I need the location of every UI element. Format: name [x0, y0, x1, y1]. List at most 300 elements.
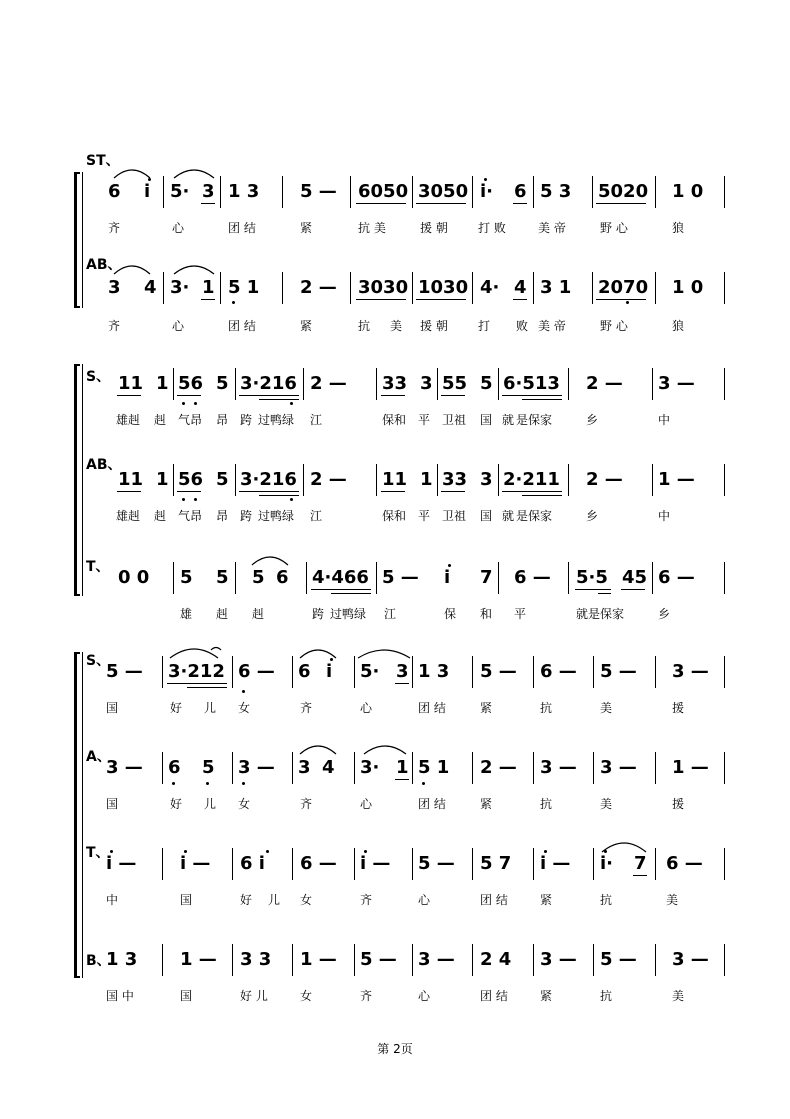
note: 3 — [540, 757, 577, 778]
lyric: 国 [106, 797, 119, 811]
note: 5 [216, 469, 229, 490]
note: 6 — [238, 661, 275, 682]
barline [498, 368, 499, 400]
barline [592, 272, 593, 304]
note: 3 3 [240, 949, 272, 970]
low-dot [182, 498, 185, 501]
barline [376, 464, 377, 496]
note: 5·5 [576, 567, 608, 588]
underline [356, 203, 406, 204]
barline [173, 464, 174, 496]
high-dot [364, 850, 367, 853]
note: 4· [480, 277, 500, 298]
note: 5 [216, 567, 229, 588]
lyric: 雄赳 [116, 413, 141, 427]
note: 6 — [666, 853, 703, 874]
slur [211, 648, 221, 651]
lyric: 就 [576, 607, 589, 621]
lyric: 抗 美 [358, 221, 386, 235]
lyric: 女 [300, 893, 313, 907]
note: 3· [170, 277, 190, 298]
lyric: 气昂 [178, 509, 203, 523]
bracket-top [74, 652, 80, 654]
system-bracket [74, 364, 77, 596]
barline [498, 464, 499, 496]
barline [306, 562, 307, 594]
note: 5 1 [418, 757, 450, 778]
note: 5 [216, 373, 229, 394]
underline [201, 203, 215, 204]
lyric: 保 [444, 607, 457, 621]
barline [412, 176, 413, 208]
lyric: 国 [106, 701, 119, 715]
barline [593, 752, 594, 784]
low-dot [206, 782, 209, 785]
lyric: 美 [672, 989, 685, 1003]
underline [381, 395, 405, 396]
lyric: 美 [390, 319, 403, 333]
barline [376, 368, 377, 400]
note: 1 0 [672, 277, 704, 298]
lyric: 野 心 [600, 319, 628, 333]
underline [356, 299, 406, 300]
note: 6 — [540, 661, 577, 682]
note: 5· [170, 181, 190, 202]
barline [282, 176, 283, 208]
slur [364, 746, 406, 754]
slur [300, 746, 336, 754]
barline [162, 944, 163, 976]
lyric: 乡 [658, 607, 671, 621]
lyric: 中 [658, 413, 671, 427]
lyric: 国 [180, 893, 193, 907]
underline [513, 203, 527, 204]
barline [593, 848, 594, 880]
lyric: 援 [672, 797, 685, 811]
barline [232, 656, 233, 688]
lyric: 卫祖 [442, 413, 467, 427]
note: 33 [382, 373, 408, 394]
lyric: 抗 [540, 797, 553, 811]
note: 11 [118, 469, 144, 490]
note: 5020 [598, 181, 649, 202]
underline [621, 589, 645, 590]
note: 3 — [540, 949, 577, 970]
note: 3 — [658, 373, 695, 394]
barline [533, 752, 534, 784]
note: 6050 [358, 181, 409, 202]
note: 4·466 [312, 567, 369, 588]
note: 3·216 [240, 469, 297, 490]
note: 45 [622, 567, 648, 588]
lyric: 美 [666, 893, 679, 907]
note: 4 [514, 277, 527, 298]
note: 2 — [480, 757, 517, 778]
underline [177, 395, 201, 396]
note: 5 [202, 757, 215, 778]
lyric: 团 结 [480, 989, 508, 1003]
barline [652, 464, 653, 496]
barline [232, 752, 233, 784]
underline [177, 491, 201, 492]
part-label: B、 [86, 953, 111, 969]
barline [724, 272, 725, 304]
lyric: 过鸭绿 [330, 607, 367, 621]
lyric: 美 帝 [538, 319, 566, 333]
barline [437, 464, 438, 496]
part-label: T、 [86, 559, 110, 575]
lyric: 狼 [672, 221, 685, 235]
low-dot [290, 498, 293, 501]
lyric: 保和 [382, 413, 407, 427]
low-dot [626, 301, 629, 304]
low-dot [242, 690, 245, 693]
underline [201, 299, 215, 300]
lyric: 江 [384, 607, 397, 621]
note: 1 3 [228, 181, 260, 202]
note: 11 [118, 373, 144, 394]
lyric: 抗 [600, 989, 613, 1003]
barline [724, 562, 725, 594]
bracket-bottom [74, 594, 80, 596]
note: 3 [480, 469, 493, 490]
lyric: 跨 [312, 607, 325, 621]
note: i — [106, 853, 137, 874]
note: 5 7 [480, 853, 512, 874]
slur [114, 170, 150, 178]
note: 5 — [360, 949, 397, 970]
note: 3 [420, 373, 433, 394]
note: i — [360, 853, 391, 874]
note: 1030 [418, 277, 469, 298]
lyric: 紧 [540, 989, 553, 1003]
underline [395, 779, 409, 780]
note: 3 — [672, 661, 709, 682]
slur [170, 649, 218, 658]
barline [173, 368, 174, 400]
lyric: 齐 [360, 989, 373, 1003]
note: 5 — [106, 661, 143, 682]
barline [655, 176, 656, 208]
note: 3 [298, 757, 311, 778]
bracket-top [74, 172, 80, 174]
barline [533, 176, 534, 208]
lyric: 好 [170, 797, 183, 811]
lyric: 就 [502, 509, 515, 523]
underline [187, 687, 227, 688]
lyric: 抗 [540, 701, 553, 715]
note: 1 0 [672, 181, 704, 202]
barline [235, 562, 236, 594]
lyric: 野 心 [600, 221, 628, 235]
lyric: 心 [172, 319, 185, 333]
barline [472, 752, 473, 784]
note: 5 — [600, 949, 637, 970]
note: 1 — [658, 469, 695, 490]
low-dot [290, 402, 293, 405]
underline [633, 875, 647, 876]
underline [117, 395, 141, 396]
lyric: 气昂 [178, 413, 203, 427]
lyric: 是保家 [588, 607, 625, 621]
lyric: 国 [480, 509, 493, 523]
barline [292, 944, 293, 976]
lyric: 雄 [180, 607, 193, 621]
lyric: 团 结 [418, 701, 446, 715]
lyric: 齐 [108, 319, 121, 333]
barline [655, 848, 656, 880]
note: 6 [298, 661, 311, 682]
note: i· [600, 853, 614, 874]
lyric: 儿 [204, 797, 217, 811]
lyric: 团 结 [418, 797, 446, 811]
barline [235, 368, 236, 400]
lyric: 雄赳 [116, 509, 141, 523]
note: 3050 [418, 181, 469, 202]
barline [163, 176, 164, 208]
lyric: 女 [238, 701, 251, 715]
underline [416, 203, 466, 204]
lyric: 抗 [600, 893, 613, 907]
note: 2 — [586, 373, 623, 394]
lyric: 齐 [300, 701, 313, 715]
lyric: 打 败 [478, 221, 506, 235]
barline [350, 176, 351, 208]
underline [395, 683, 409, 684]
lyric: 援 朝 [420, 319, 448, 333]
lyric: 心 [360, 797, 373, 811]
lyric: 乡 [586, 509, 599, 523]
system-bracket [74, 652, 77, 978]
barline [376, 562, 377, 594]
note: 2070 [598, 277, 649, 298]
note: 5 [252, 567, 265, 588]
barline [412, 752, 413, 784]
barline [292, 752, 293, 784]
barline [162, 656, 163, 688]
part-label: AB、 [86, 257, 122, 273]
barline [282, 272, 283, 304]
barline [412, 848, 413, 880]
note: 3·216 [240, 373, 297, 394]
part-label: S、 [86, 653, 111, 669]
barline [724, 752, 725, 784]
note: i — [540, 853, 571, 874]
underline [167, 683, 227, 684]
barline [472, 176, 473, 208]
note: 1 — [672, 757, 709, 778]
barline [655, 752, 656, 784]
note: 2 — [310, 373, 347, 394]
note: 2·211 [503, 469, 560, 490]
slur [602, 843, 646, 852]
lyric: 儿 [204, 701, 217, 715]
lyric: 乡 [586, 413, 599, 427]
lyric: 好 儿 [240, 989, 268, 1003]
note: 3 — [106, 757, 143, 778]
lyric: 美 帝 [538, 221, 566, 235]
high-dot [266, 850, 269, 853]
lyric: 援 朝 [420, 221, 448, 235]
lyric: 平 [514, 607, 527, 621]
barline [162, 848, 163, 880]
barline [437, 368, 438, 400]
underline [596, 203, 646, 204]
barline [724, 464, 725, 496]
note: 1 3 [106, 949, 138, 970]
note: 3· [360, 757, 380, 778]
lyric: 国 中 [106, 989, 134, 1003]
note: i [326, 661, 333, 682]
lyric: 心 [172, 221, 185, 235]
note: 1 [396, 757, 409, 778]
underline [239, 491, 299, 492]
barline [162, 752, 163, 784]
barline [354, 752, 355, 784]
high-dot [604, 850, 607, 853]
lyric: 江 [310, 413, 323, 427]
lyric: 和 [480, 607, 493, 621]
note: 2 4 [480, 949, 512, 970]
part-label: S、 [86, 369, 111, 385]
note: i· [480, 181, 494, 202]
barline [303, 464, 304, 496]
bracket-bottom [74, 306, 80, 308]
barline [354, 944, 355, 976]
underline [311, 589, 371, 590]
note: 3 — [418, 949, 455, 970]
lyric: 狼 [672, 319, 685, 333]
note: 3 1 [540, 277, 572, 298]
lyric: 紧 [300, 319, 313, 333]
barline [655, 656, 656, 688]
barline [412, 272, 413, 304]
low-dot [232, 301, 235, 304]
lyric: 齐 [108, 221, 121, 235]
note: 3 — [600, 757, 637, 778]
note: 3·212 [168, 661, 225, 682]
barline [232, 944, 233, 976]
note: 6 [276, 567, 289, 588]
low-dot [172, 782, 175, 785]
slur [300, 650, 336, 658]
high-dot [484, 178, 487, 181]
lyric: 美 [600, 701, 613, 715]
underline [522, 399, 562, 400]
note: 56 [178, 469, 204, 490]
note: 1 [202, 277, 215, 298]
barline [235, 464, 236, 496]
lyric: 心 [360, 701, 373, 715]
lyric: 江 [310, 509, 323, 523]
barline [724, 368, 725, 400]
barline [354, 848, 355, 880]
slur [358, 650, 410, 658]
note: 6 i [240, 853, 265, 874]
barline [412, 944, 413, 976]
high-dot [330, 658, 333, 661]
lyric: 女 [300, 989, 313, 1003]
underline [239, 395, 299, 396]
barline [593, 656, 594, 688]
underline [416, 299, 466, 300]
barline [533, 944, 534, 976]
lyric: 昂 [216, 509, 229, 523]
note: 33 [442, 469, 468, 490]
lyric: 国 [480, 413, 493, 427]
low-dot [422, 782, 425, 785]
barline [652, 368, 653, 400]
note: 1 [420, 469, 433, 490]
note: 6 [168, 757, 181, 778]
low-dot [182, 402, 185, 405]
barline [472, 272, 473, 304]
note: 6 — [514, 567, 551, 588]
note: 2 — [300, 277, 337, 298]
note: i [144, 181, 151, 202]
lyric: 中 [658, 509, 671, 523]
barline [472, 848, 473, 880]
lyric: 紧 [300, 221, 313, 235]
note: 11 [382, 469, 408, 490]
note: 6 [108, 181, 121, 202]
underline [502, 491, 562, 492]
lyric: 心 [418, 893, 431, 907]
bracket-top [74, 364, 80, 366]
underline [259, 399, 299, 400]
barline [82, 364, 83, 596]
lyric: 国 [180, 989, 193, 1003]
system-bracket [74, 172, 77, 308]
note: 3030 [358, 277, 409, 298]
underline [522, 495, 562, 496]
lyric: 是保家 [516, 413, 553, 427]
barline [655, 944, 656, 976]
high-dot [148, 178, 151, 181]
note: 5 3 [540, 181, 572, 202]
lyric: 紧 [480, 797, 493, 811]
note: 5 — [480, 661, 517, 682]
note: 5 — [600, 661, 637, 682]
lyric: 紧 [480, 701, 493, 715]
note: 56 [178, 373, 204, 394]
note: 3 [396, 661, 409, 682]
barline [533, 848, 534, 880]
barline [568, 464, 569, 496]
note: 4 [144, 277, 157, 298]
lyric: 团 结 [228, 221, 256, 235]
barline [652, 562, 653, 594]
lyric: 好 [240, 893, 253, 907]
page-number: 第 2页 [377, 1042, 413, 1056]
lyric: 平 [418, 509, 431, 523]
lyric: 美 [600, 797, 613, 811]
barline [354, 656, 355, 688]
lyric: 平 [418, 413, 431, 427]
barline [568, 562, 569, 594]
barline [220, 272, 221, 304]
high-dot [110, 850, 113, 853]
barline [655, 272, 656, 304]
barline [82, 172, 83, 308]
lyric: 团 结 [480, 893, 508, 907]
barline [220, 176, 221, 208]
note: 1 3 [418, 661, 450, 682]
note: 4 [322, 757, 335, 778]
bracket-bottom [74, 976, 80, 978]
barline [724, 656, 725, 688]
lyric: 赳 [154, 413, 167, 427]
